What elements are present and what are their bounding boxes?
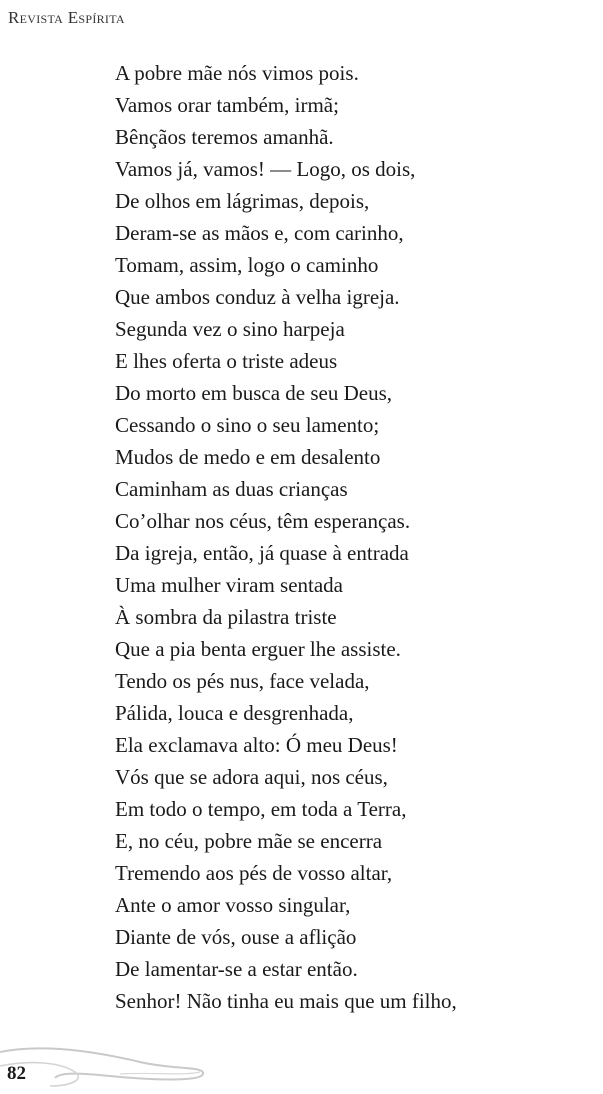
poem-line: Mudos de medo e em desalento: [115, 445, 381, 469]
poem-line: Ante o amor vosso singular,: [115, 893, 351, 917]
poem-line: Bênçãos teremos amanhã.: [115, 125, 334, 149]
poem-line: A pobre mãe nós vimos pois.: [115, 61, 359, 85]
poem-line: Que a pia benta erguer lhe assiste.: [115, 637, 401, 661]
poem-line: À sombra da pilastra triste: [115, 605, 337, 629]
poem-line: Diante de vós, ouse a aflição: [115, 925, 357, 949]
poem-line: Co’olhar nos céus, têm esperanças.: [115, 509, 411, 533]
poem-line: Cessando o sino o seu lamento;: [115, 413, 380, 437]
poem-line: Senhor! Não tinha eu mais que um filho,: [115, 989, 457, 1013]
poem-line: Tendo os pés nus, face velada,: [115, 669, 370, 693]
poem-line: E lhes oferta o triste adeus: [115, 349, 338, 373]
poem-line: Do morto em busca de seu Deus,: [115, 381, 393, 405]
page-number: 82: [7, 1063, 26, 1084]
poem-line: Tremendo aos pés de vosso altar,: [115, 861, 393, 885]
poem-line: Ela exclamava alto: Ó meu Deus!: [115, 733, 398, 757]
poem-line: E, no céu, pobre mãe se encerra: [115, 829, 383, 853]
poem-line: De olhos em lágrimas, depois,: [115, 189, 370, 213]
poem-line: Vamos já, vamos! — Logo, os dois,: [115, 157, 416, 181]
poem-line: Que ambos conduz à velha igreja.: [115, 285, 400, 309]
running-header: Revista Espírita: [8, 8, 125, 27]
poem-line: De lamentar-se a estar então.: [115, 957, 358, 981]
poem-line: Da igreja, então, já quase à entrada: [115, 541, 409, 565]
poem-stanza: [115, 57, 585, 1017]
poem-line: Vamos orar também, irmã;: [115, 93, 339, 117]
poem-line: Segunda vez o sino harpeja: [115, 317, 345, 341]
swirl-flourish-icon: [0, 1036, 210, 1092]
poem-line: Deram-se as mãos e, com carinho,: [115, 221, 404, 245]
poem-line: Uma mulher viram sentada: [115, 573, 344, 597]
poem-line: Em todo o tempo, em toda a Terra,: [115, 797, 407, 821]
poem-line: Caminham as duas crianças: [115, 477, 348, 501]
poem-line: Vós que se adora aqui, nos céus,: [115, 765, 388, 789]
poem-line: Tomam, assim, logo o caminho: [115, 253, 379, 277]
poem-line: Pálida, louca e desgrenhada,: [115, 701, 354, 725]
